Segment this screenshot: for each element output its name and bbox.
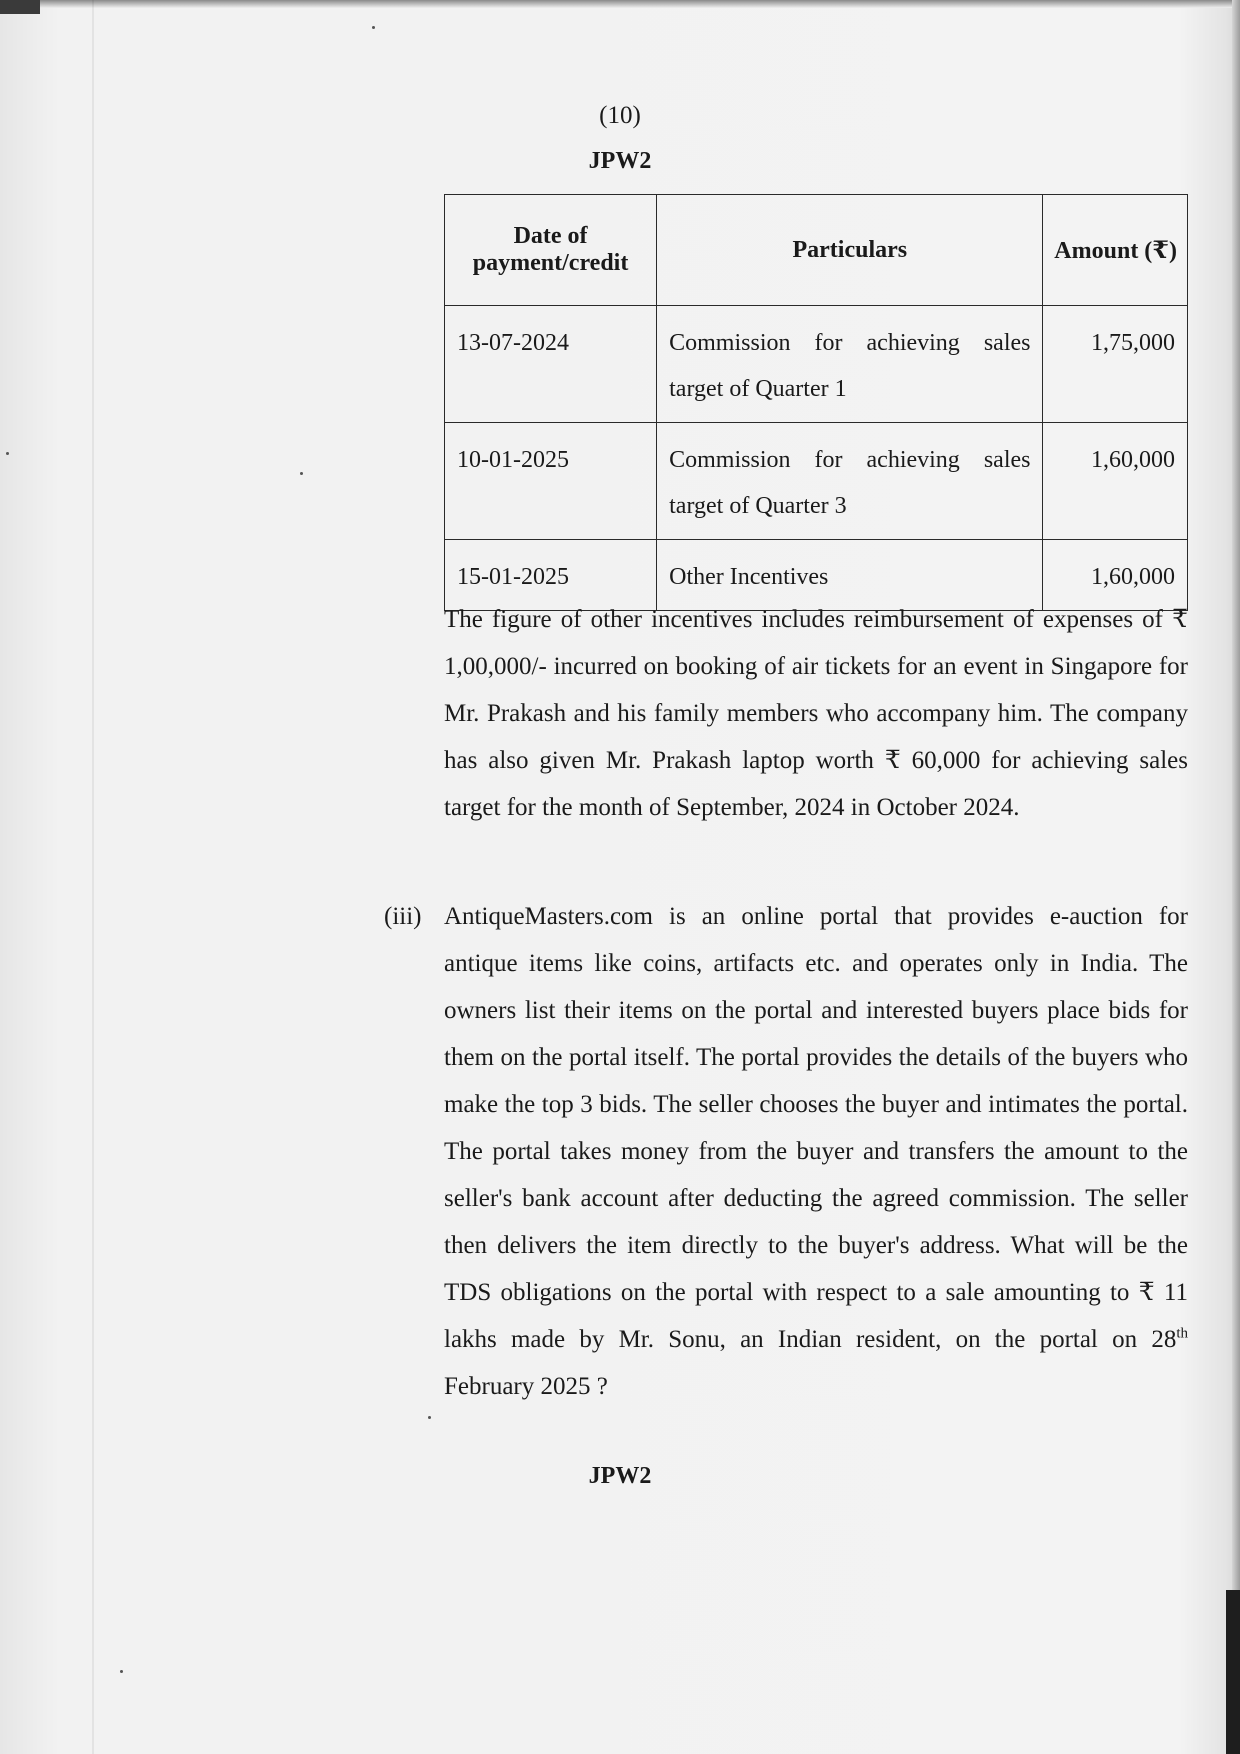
header-amount: Amount (₹) (1043, 195, 1188, 306)
cell-particulars: Other Incentives (657, 540, 1043, 611)
cell-date: 10-01-2025 (445, 423, 657, 540)
cell-amount: 1,60,000 (1043, 540, 1188, 611)
header-date: Date of payment/credit (445, 195, 657, 306)
speck (428, 1416, 431, 1419)
item-iii-text: AntiqueMasters.com is an online portal that provides e-auction for antique items like coins, artifacts etc. and operates only in India. The owners list their items on the portal and interested buyers place bids for them on the portal itself. The portal provides the details of the buyers who make the top 3 bids. The seller chooses the buyer and intimates the portal. The portal takes money from the buyer and transfers the amount to the seller's bank account after deducting the agreed commission. The seller then delivers the item directly to the buyer's address. What will be the TDS obligations on the portal with respect to a sale amounting to ₹ 11 lakhs made by Mr. Sonu, an Indian resident, on the portal on 28 (444, 903, 1188, 1353)
paper-code-header: JPW2 (588, 148, 652, 174)
scanner-shadow (1226, 1590, 1240, 1754)
incentives-note: The figure of other incentives includes reimbursement of expenses of ₹ 1,00,000/- incurred on booking of air tickets for an event in Singapore for Mr. Prakash and his family members who accompany him. The company has also given Mr. Prakash laptop worth ₹ 60,000 for achieving sales target for the month of September, 2024 in October 2024. (444, 606, 1188, 821)
table-row (445, 306, 1188, 423)
ordinal-suffix: th (1176, 1325, 1188, 1342)
cell-date: 15-01-2025 (445, 540, 657, 611)
cell-particulars: Commission for achieving sales target of Quarter 3 (657, 423, 1043, 540)
page-number: (10) (599, 102, 641, 129)
header-particulars: Particulars (657, 195, 1043, 306)
item-iii-tail: February 2025 ? (444, 1373, 608, 1400)
page-right-edge (1232, 0, 1240, 1590)
cell-amount: 1,60,000 (1043, 423, 1188, 540)
paper-code-footer: JPW2 (588, 1463, 652, 1489)
speck (120, 1670, 123, 1673)
page-top-edge (0, 0, 1240, 8)
cell-date: 13-07-2024 (445, 306, 657, 423)
table-header-row (445, 195, 1188, 306)
item-label-iii: (iii) (384, 903, 422, 930)
payments-table (444, 194, 1188, 611)
scanner-corner (0, 0, 40, 14)
cell-particulars: Commission for achieving sales target of Quarter 1 (657, 306, 1043, 423)
item-iii-question (444, 893, 1188, 1410)
speck (372, 26, 375, 29)
page-fold-line (92, 0, 94, 1754)
cell-amount: 1,75,000 (1043, 306, 1188, 423)
speck (300, 472, 303, 475)
speck (6, 452, 9, 455)
table-row (445, 423, 1188, 540)
